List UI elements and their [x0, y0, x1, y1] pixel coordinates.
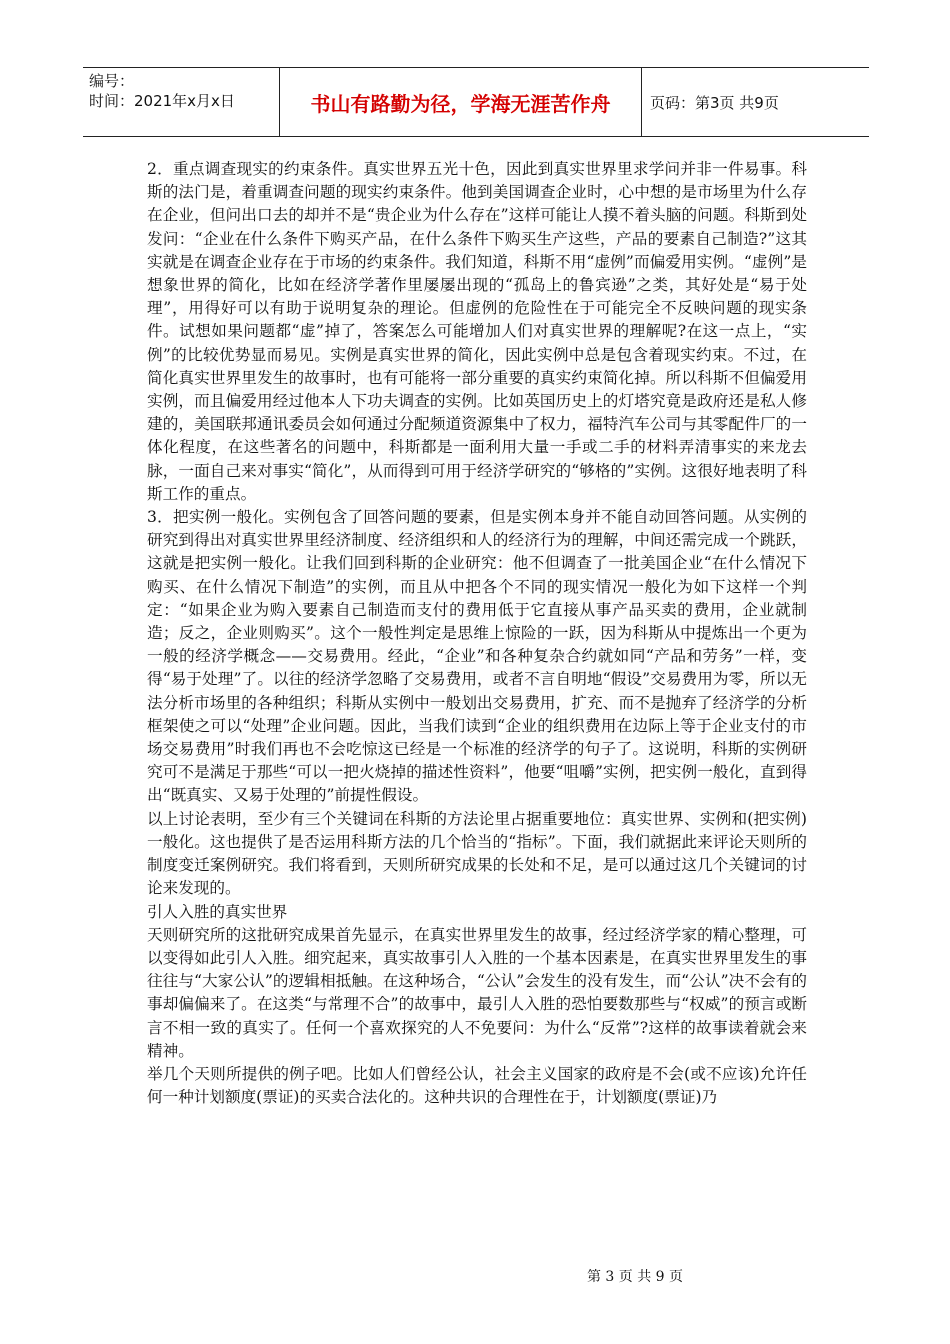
page-info: 页码：第3页 共9页 [650, 93, 779, 112]
paragraph-summary: 以上讨论表明，至少有三个关键词在科斯的方法论里占据重要地位：真实世界、实例和(把实例)一般化。这也提供了是否运用科斯方法的几个恰当的“指标”。下面，我们就据此来评论天则所的制度变迁案例研究。我们将看到，天则所研究成果的长处和不足，是可以通过这几个关键词的讨论来发现的。 [147, 809, 807, 898]
paragraph-point-2: 2．重点调查现实的约束条件。真实世界五光十色，因此到真实世界里求学问并非一件易事。科斯的法门是，着重调查问题的现实约束条件。他到美国调查企业时，心中想的是市场里为什么存在企业，但问出口去的却并不是“贵企业为什么存在”这样可能让人摸不着头脑的问题。科斯到处发问：“企业在什么条件下购买产品，在什么条件下购买生产这些，产品的要素自己制造?”这其实就是在调查企业存在于市场的约束条件。我们知道，科斯不用“虚例”而偏爱用实例。“虚例”是想象世界的简化，比如在经济学著作里屡屡出现的“孤岛上的鲁宾逊”之类，其好处是“易于处理”，用得好可以有助于说明复杂的理论。但虚例的危险性在于可能完全不反映问题的现实条件。试想如果问题都“虚”掉了，答案怎么可能增加人们对真实世界的理解呢?在这一点上，“实例”的比较优势显而易见。实例是真实世界的简化，因此实例中总是包含着现实约束。不过，在简化真实世界里发生的故事时，也有可能将一部分重要的真实约束简化掉。所以科斯不但偏爱用实例，而且偏爱用经过他本人下功夫调查的实例。比如英国历史上的灯塔究竟是政府还是私人修建的，美国联邦通讯委员会如何通过分配频道资源集中了权力，福特汽车公司与其零配件厂的一体化程度，在这些著名的问题中，科斯都是一面利用大量一手或二手的材料弄清事实的来龙去脉，一面自己来对事实“简化”，从而得到可用于经济学研究的“够格的”实例。这很好地表明了科斯工作的重点。 [147, 160, 807, 503]
paragraph-examples: 举几个天则所提供的例子吧。比如人们曾经公认，社会主义国家的政府是不会(或不应该)允许任何一种计划额度(票证)的买卖合法化的。这种共识的合理性在于，计划额度(票证)乃 [147, 1064, 807, 1107]
section-heading: 引人入胜的真实世界 [147, 902, 288, 921]
page-footer: 第 3 页 共 9 页 [586, 1269, 684, 1285]
document-body [147, 158, 807, 1109]
paragraph-real-world: 天则研究所的这批研究成果首先显示，在真实世界里发生的故事，经过经济学家的精心整理，可以变得如此引人入胜。细究起来，真实故事引人入胜的一个基本因素是，在真实世界里发生的事往往与“大家公认”的逻辑相抵触。在这种场合，“公认”会发生的没有发生，而“公认”决不会有的事却偏偏来了。在这类“与常理不合”的故事中，最引人入胜的恐怕要数那些与“权威”的预言或断言不相一致的真实了。任何一个喜欢探究的人不免要问：为什么“反常”?这样的故事读着就会来精神。 [147, 925, 807, 1060]
page-header [83, 67, 869, 137]
time-label: 时间：2021年x月x日 [89, 92, 235, 110]
header-meta [83, 68, 280, 136]
motto: 书山有路勤为径，学海无涯苦作舟 [280, 68, 642, 136]
code-label: 编号： [89, 72, 135, 90]
paragraph-point-3: 3．把实例一般化。实例包含了回答问题的要素，但是实例本身并不能自动回答问题。从实例的研究到得出对真实世界里经济制度、经济组织和人的经济行为的理解，中间还需完成一个跳跃，这就是把实例一般化。让我们回到科斯的企业研究：他不但调查了一批美国企业“在什么情况下购买、在什么情况下制造”的实例，而且从中把各个不同的现实情况一般化为如下这样一个判定：“如果企业为购入要素自己制造而支付的费用低于它直接从事产品买卖的费用，企业就制造；反之，企业则购买”。这个一般性判定是思维上惊险的一跃，因为科斯从中提炼出一个更为一般的经济学概念——交易费用。经此，“企业”和各种复杂合约就如同“产品和劳务”一样，变得“易于处理”了。以往的经济学忽略了交易费用，或者不言自明地“假设”交易费用为零，所以无法分析市场里的各种组织；科斯从实例中一般划出交易费用，扩充、而不是抛弃了经济学的分析框架使之可以“处理”企业问题。因此，当我们读到“企业的组织费用在边际上等于企业支付的市场交易费用”时我们再也不会吃惊这已经是一个标准的经济学的句子了。这说明，科斯的实例研究可不是满足于那些“可以一把火烧掉的描述性资料”，他要“咀嚼”实例，把实例一般化，直到得出“既真实、又易于处理的”前提性假设。 [147, 508, 807, 805]
